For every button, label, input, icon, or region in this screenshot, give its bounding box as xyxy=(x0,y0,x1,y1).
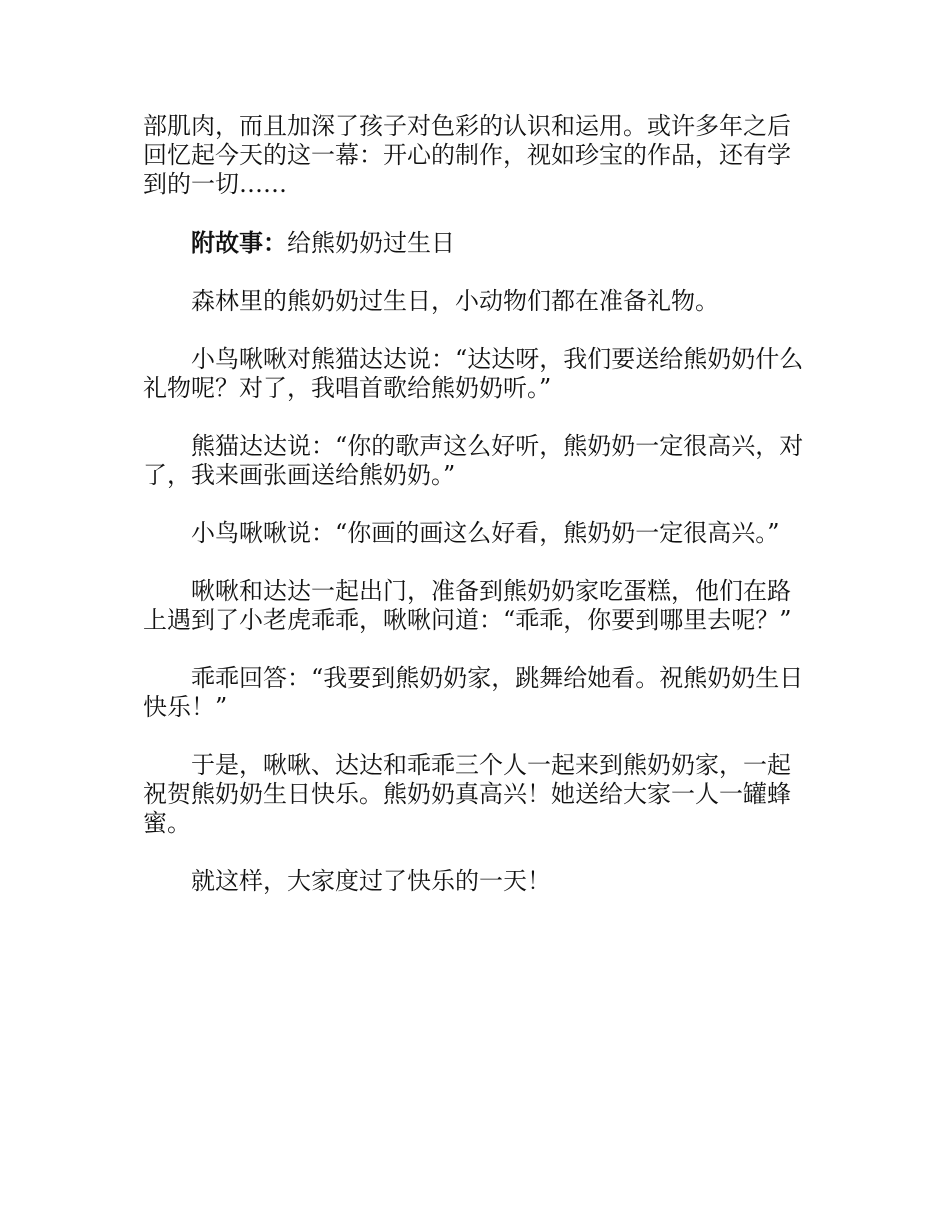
story-heading-label: 附故事： xyxy=(191,228,287,257)
story-heading xyxy=(143,228,813,258)
story-closing-paragraph: 就这样，大家度过了快乐的一天！ xyxy=(191,867,551,895)
story-paragraph: 小鸟啾啾对熊猫达达说：“达达呀，我们要送给熊奶奶什么礼物呢？对了，我唱首歌给熊奶奶听。” xyxy=(143,345,804,402)
story-paragraph: 啾啾和达达一起出门，准备到熊奶奶家吃蛋糕，他们在路上遇到了小老虎乖乖，啾啾问道：“乖乖，你要到哪里去呢？” xyxy=(143,577,792,634)
document-page xyxy=(143,112,813,925)
story-paragraph: 小鸟啾啾说：“你画的画这么好看，熊奶奶一定很高兴。” xyxy=(191,519,780,547)
story-paragraph: 乖乖回答：“我要到熊奶奶家，跳舞给她看。祝熊奶奶生日快乐！” xyxy=(143,664,804,721)
story-paragraph: 森林里的熊奶奶过生日，小动物们都在准备礼物。 xyxy=(191,287,719,315)
story-paragraph: 于是，啾啾、达达和乖乖三个人一起来到熊奶奶家，一起祝贺熊奶奶生日快乐。熊奶奶真高兴！她送给大家一人一罐蜂蜜。 xyxy=(143,751,791,837)
story-paragraph: 熊猫达达说：“你的歌声这么好听，熊奶奶一定很高兴，对了，我来画张画送给熊奶奶。” xyxy=(143,432,804,489)
intro-paragraph-continuation: 部肌肉，而且加深了孩子对色彩的认识和运用。或许多年之后回忆起今天的这一幕：开心的制作，视如珍宝的作品，还有学到的一切…… xyxy=(143,112,791,198)
story-heading-title: 给熊奶奶过生日 xyxy=(287,229,455,257)
